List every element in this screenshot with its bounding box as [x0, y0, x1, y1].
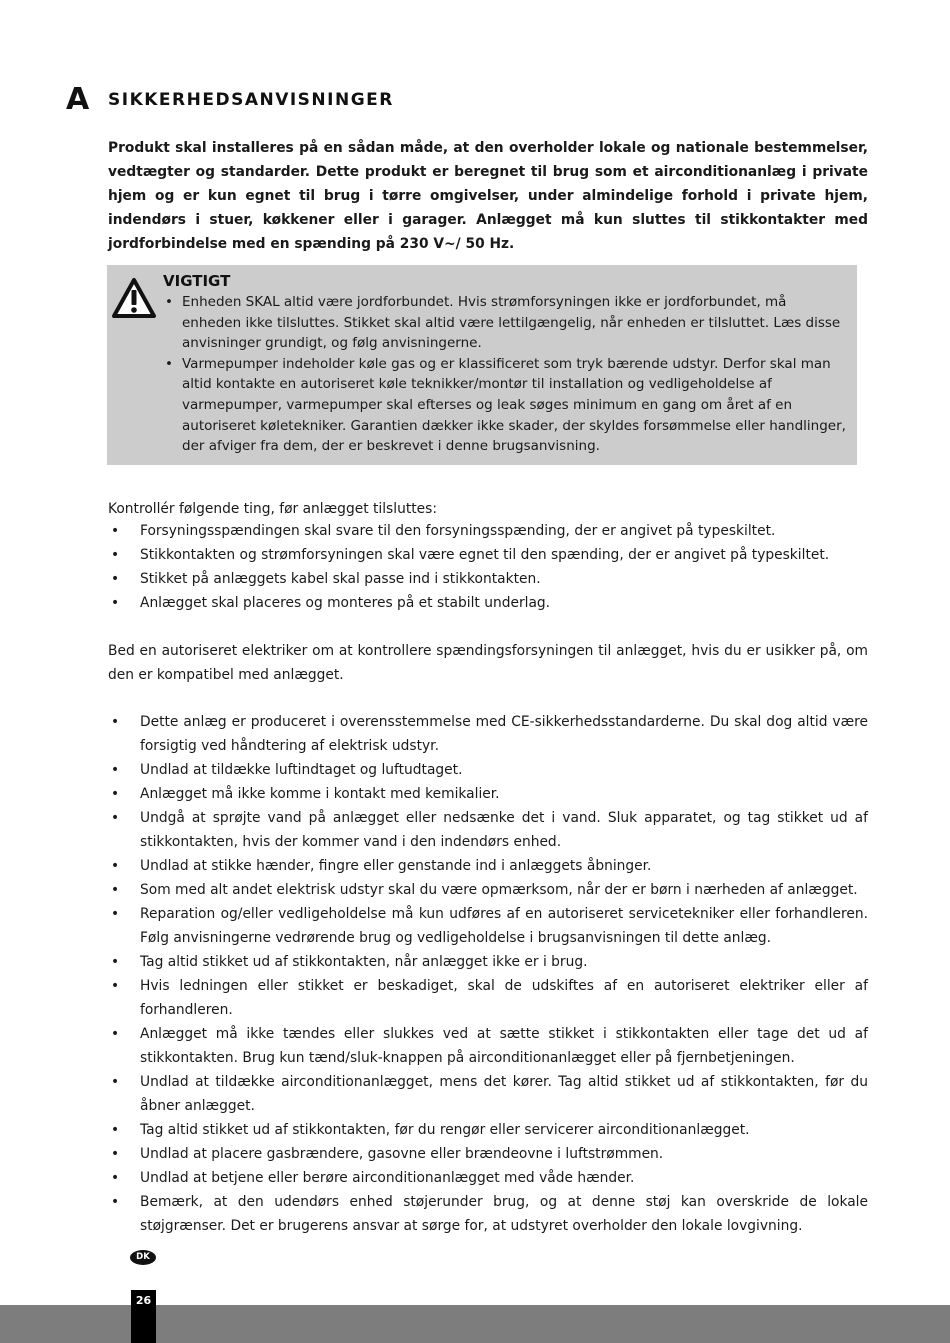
safety-item: • Undgå at sprøjte vand på anlægget eller nedsænke det i vand. Sluk apparatet, og tag stikket ud af stikkontakten, hvis der kommer vand i den indendørs enhed.	[108, 806, 868, 854]
safety-item: • Som med alt andet elektrisk udstyr skal du være opmærksom, når der er børn i nærheden af anlægget.	[108, 878, 868, 902]
page-number-box	[131, 1290, 156, 1343]
safety-item: • Reparation og/eller vedligeholdelse må kun udføres af en autoriseret servicetekniker eller forhandleren. Følg anvisningerne vedrørende brug og vedligeholdelse i brugsanvisningen til dette anlæg.	[108, 902, 868, 950]
check-item: • Stikket på anlæggets kabel skal passe ind i stikkontakten.	[108, 567, 868, 591]
safety-item: • Undlad at stikke hænder, fingre eller genstande ind i anlæggets åbninger.	[108, 854, 868, 878]
section-letter: A	[66, 82, 90, 117]
page-number: 26	[135, 1294, 152, 1307]
safety-list	[108, 710, 868, 1238]
warning-item: • Varmepumper indeholder køle gas og er klassificeret som tryk bærende udstyr. Derfor skal man altid kontakte en autoriseret køle teknikker/montør til installation og vedligeholdelse af varmepumper, varmepumper skal efterses og leak søges minimum en gang om året af en autoriseret køletekniker. Garantien dækker ikke skader, der skyldes forsømmelse eller handlinger, der afviger fra dem, der er beskrevet i denne brugsanvisning.	[163, 354, 847, 457]
check-item: • Anlægget skal placeres og monteres på et stabilt underlag.	[108, 591, 868, 615]
intro-paragraph: Produkt skal installeres på en sådan måde, at den overholder lokale og nationale bestemmelser, vedtægter og standarder. Dette produkt er beregnet til brug som et airconditionanlæg i private hjem og er kun egnet til brug i tørre omgivelser, under almindelige forhold i private hjem, indendørs i stuer, køkkener eller i garager. Anlægget må kun sluttes til stikkontakter med jordforbindelse med en spænding på 230 V~/ 50 Hz.	[108, 140, 868, 252]
safety-item: • Anlægget må ikke tændes eller slukkes ved at sætte stikket i stikkontakten eller tage det ud af stikkontakten. Brug kun tænd/sluk-knappen på airconditionanlægget eller på fjernbetjeningen.	[108, 1022, 868, 1070]
safety-item: • Tag altid stikket ud af stikkontakten, når anlægget ikke er i brug.	[108, 950, 868, 974]
safety-item: • Anlægget må ikke komme i kontakt med kemikalier.	[108, 782, 868, 806]
safety-item: • Undlad at tildække luftindtaget og luftudtaget.	[108, 758, 868, 782]
warning-list	[163, 292, 847, 457]
section-title: SIKKERHEDSANVISNINGER	[108, 90, 394, 110]
safety-item: • Bemærk, at den udendørs enhed støjerunder brug, og at denne støj kan overskride de lokale støjgrænser. Det er brugerens ansvar at sørge for, at udstyret overholder den lokale lovgivning.	[108, 1190, 868, 1238]
warning-box	[107, 265, 857, 465]
safety-item: • Hvis ledningen eller stikket er beskadiget, skal de udskiftes af en autoriseret elektriker eller af forhandleren.	[108, 974, 868, 1022]
safety-item: • Undlad at placere gasbrændere, gasovne eller brændeovne i luftstrømmen.	[108, 1142, 868, 1166]
check-item: • Forsyningsspændingen skal svare til den forsyningsspænding, der er angivet på typeskiltet.	[108, 519, 868, 543]
check-intro: Kontrollér følgende ting, før anlægget tilsluttes:	[108, 501, 437, 517]
warning-title: VIGTIGT	[163, 272, 231, 290]
warning-triangle-icon	[111, 277, 157, 319]
electrician-note: Bed en autoriseret elektriker om at kontrollere spændingsforsyningen til anlægget, hvis du er usikker på, om den er kompatibel med anlægget.	[108, 643, 868, 683]
check-item: • Stikkontakten og strømforsyningen skal være egnet til den spænding, der er angivet på typeskiltet.	[108, 543, 868, 567]
safety-item: • Undlad at tildække airconditionanlægget, mens det kører. Tag altid stikket ud af stikkontakten, før du åbner anlægget.	[108, 1070, 868, 1118]
safety-item: • Tag altid stikket ud af stikkontakten, før du rengør eller servicerer airconditionanlægget.	[108, 1118, 868, 1142]
safety-item: • Undlad at betjene eller berøre airconditionanlægget med våde hænder.	[108, 1166, 868, 1190]
safety-item: • Dette anlæg er produceret i overensstemmelse med CE-sikkerhedsstandarderne. Du skal dog altid være forsigtig ved håndtering af elektrisk udstyr.	[108, 710, 868, 758]
warning-item: • Enheden SKAL altid være jordforbundet. Hvis strømforsyningen ikke er jordforbundet, må enheden ikke tilsluttes. Stikket skal altid være lettilgængelig, når enheden er tilsluttet. Læs disse anvisninger grundigt, og følg anvisningerne.	[163, 292, 847, 354]
check-list	[108, 519, 868, 615]
language-badge: DK	[130, 1250, 156, 1265]
